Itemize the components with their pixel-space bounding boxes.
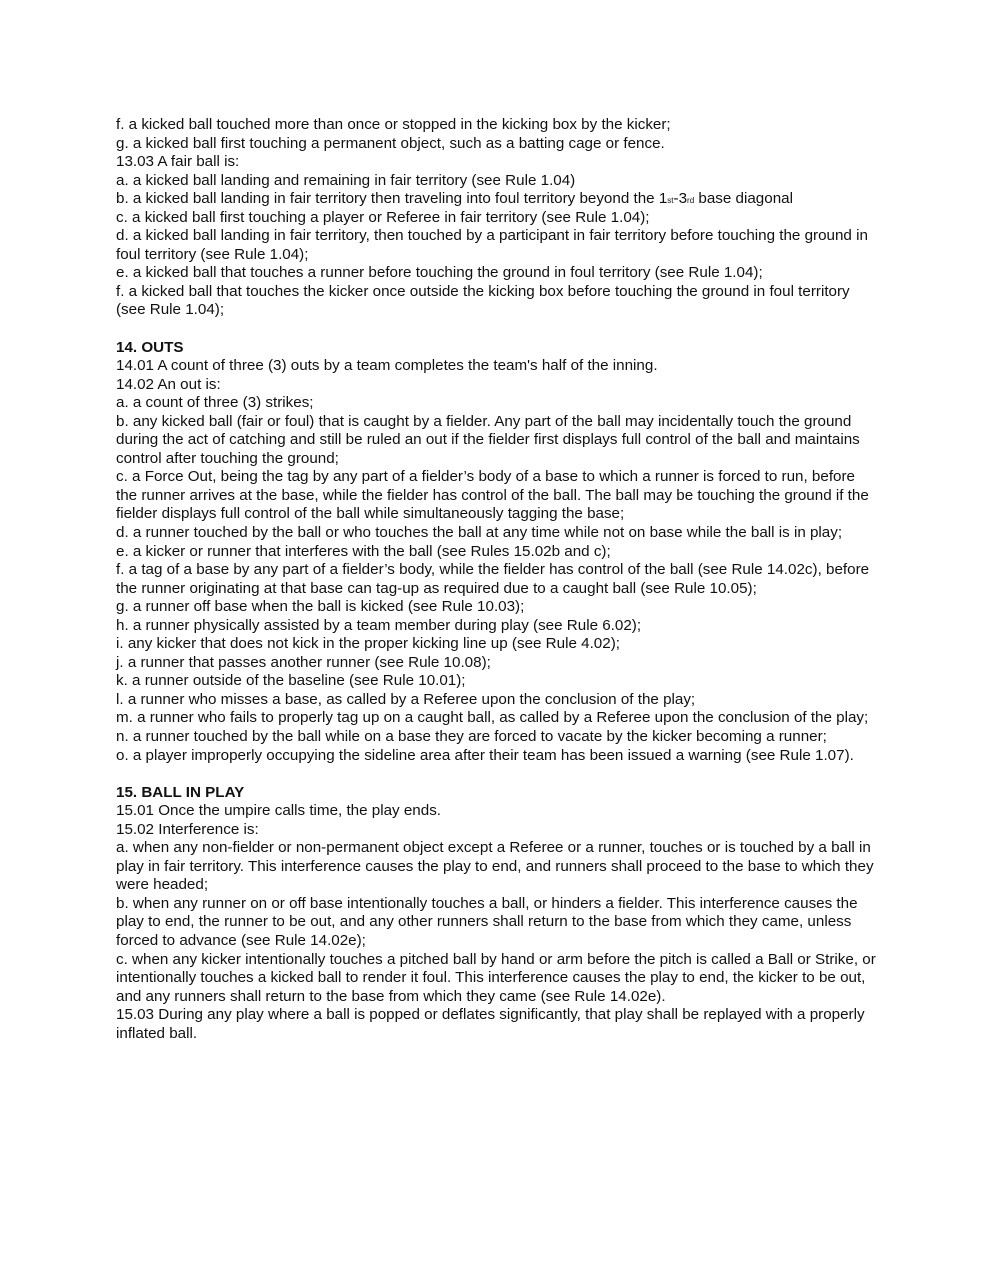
rule-14-02l: l. a runner who misses a base, as called by a Referee upon the conclusion of the play; bbox=[116, 690, 696, 708]
rule-14-02i: i. any kicker that does not kick in the proper kicking line up (see Rule 4.02); bbox=[116, 635, 620, 653]
ordinal-rd: rd bbox=[687, 196, 695, 206]
spacer bbox=[116, 320, 876, 339]
rule-13-03f: f. a kicked ball that touches the kicker once outside the kicking box before touching the ground in foul territory (see Rule 1.04); bbox=[116, 282, 850, 319]
rule-14-02f: f. a tag of a base by any part of a fielder’s body, while the fielder has control of the ball (see Rule 14.02c), before the runner originating at that base can tag-up as required due to a caught ball (see Rule 10.05); bbox=[116, 561, 870, 597]
rule-13-03: 13.03 A fair ball is: bbox=[116, 153, 240, 171]
rule-13-03b-mid: -3 bbox=[673, 190, 688, 208]
rule-13-03b-suffix: base diagonal bbox=[694, 190, 793, 208]
rule-14-02m: m. a runner who fails to properly tag up on a caught ball, as called by a Referee upon the conclusion of the play; bbox=[116, 709, 869, 727]
rule-14-01: 14.01 A count of three (3) outs by a team completes the team's half of the inning. bbox=[116, 357, 658, 375]
rule-14-02n: n. a runner touched by the ball while on a base they are forced to vacate by the kicker becoming a runner; bbox=[116, 728, 827, 745]
rule-14-02c: c. a Force Out, being the tag by any part of a fielder’s body of a base to which a runner is forced to run, before the runner arrives at the base, while the fielder has control of the ball. The ball may be touching the ground if the fielder displays full control of the ball while simultaneously tagging the base; bbox=[116, 468, 869, 523]
rule-14-02b: b. any kicked ball (fair or foul) that is caught by a fielder. Any part of the ball may incidentally touch the ground during the act of catching and still be ruled an out if the fielder first displays full control of the ball and maintains control after touching the ground; bbox=[116, 412, 860, 467]
rule-14-02: 14.02 An out is: bbox=[116, 375, 221, 393]
section-heading: 14. OUTS bbox=[116, 338, 184, 356]
rule-15-03: 15.03 During any play where a ball is popped or deflates significantly, that play shall be replayed with a properly inflated ball. bbox=[116, 1006, 865, 1042]
rule-13-03d: d. a kicked ball landing in fair territory, then touched by a participant in fair territory before touching the ground in foul territory (see Rule 1.04); bbox=[116, 227, 868, 263]
ordinal-st: st bbox=[667, 196, 674, 206]
rule-15-02c: c. when any kicker intentionally touches a pitched ball by hand or arm before the pitch is called a Ball or Strike, or intentionally touches a kicked ball to render it foul. This interference causes the play to end, the kicker to be out, and any runners shall return to the base from which they came (see Rule 14.02e). bbox=[116, 950, 876, 1005]
rule-15-01: 15.01 Once the umpire calls time, the play ends. bbox=[116, 802, 442, 820]
rule-14-02h: h. a runner physically assisted by a team member during play (see Rule 6.02); bbox=[116, 616, 642, 634]
rule-13-03a: a. a kicked ball landing and remaining in fair territory (see Rule 1.04) bbox=[116, 171, 576, 189]
rule-14-02g: g. a runner off base when the ball is kicked (see Rule 10.03); bbox=[116, 598, 525, 616]
spacer bbox=[116, 765, 876, 784]
rule-13-03c: c. a kicked ball first touching a player or Referee in fair territory (see Rule 1.04); bbox=[116, 208, 650, 226]
rule-14-02j: j. a runner that passes another runner (see Rule 10.08); bbox=[116, 653, 491, 671]
rule-15-02b: b. when any runner on or off base intentionally touches a ball, or hinders a fielder. This interference causes the play to end, the runner to be out, and any other runners shall return to the base from which they came, unless forced to advance (see Rule 14.02e); bbox=[116, 894, 858, 949]
document-page bbox=[116, 116, 876, 1043]
rule-15-02a: a. when any non-fielder or non-permanent object except a Referee or a runner, touches or is touched by a ball in play in fair territory. This interference causes the play to end, and runners shall proceed to the base to which they were headed; bbox=[116, 839, 874, 894]
section-heading: 15. BALL IN PLAY bbox=[116, 783, 245, 801]
rule-14-02e: e. a kicker or runner that interferes with the ball (see Rules 15.02b and c); bbox=[116, 542, 611, 560]
rule-14-02a: a. a count of three (3) strikes; bbox=[116, 394, 314, 412]
section-14-outs bbox=[116, 339, 876, 766]
rule-14-02d: d. a runner touched by the ball or who touches the ball at any time while not on base while the ball is in play; bbox=[116, 523, 843, 541]
section-15-ball-in-play bbox=[116, 784, 876, 1044]
rule-13-03b bbox=[116, 190, 876, 209]
rule-14-02k: k. a runner outside of the baseline (see Rule 10.01); bbox=[116, 672, 466, 690]
rule-13-02g: g. a kicked ball first touching a permanent object, such as a batting cage or fence. bbox=[116, 134, 665, 152]
rule-15-02: 15.02 Interference is: bbox=[116, 820, 259, 838]
rule-13-03b-prefix: b. a kicked ball landing in fair territory then traveling into foul territory beyond the 1 bbox=[116, 190, 668, 208]
rule-13-02f: f. a kicked ball touched more than once or stopped in the kicking box by the kicker; bbox=[116, 116, 671, 133]
rule-14-02o: o. a player improperly occupying the sideline area after their team has been issued a warning (see Rule 1.07). bbox=[116, 746, 854, 764]
section-13-continuation bbox=[116, 116, 876, 320]
rule-13-03e: e. a kicked ball that touches a runner before touching the ground in foul territory (see Rule 1.04); bbox=[116, 264, 763, 282]
